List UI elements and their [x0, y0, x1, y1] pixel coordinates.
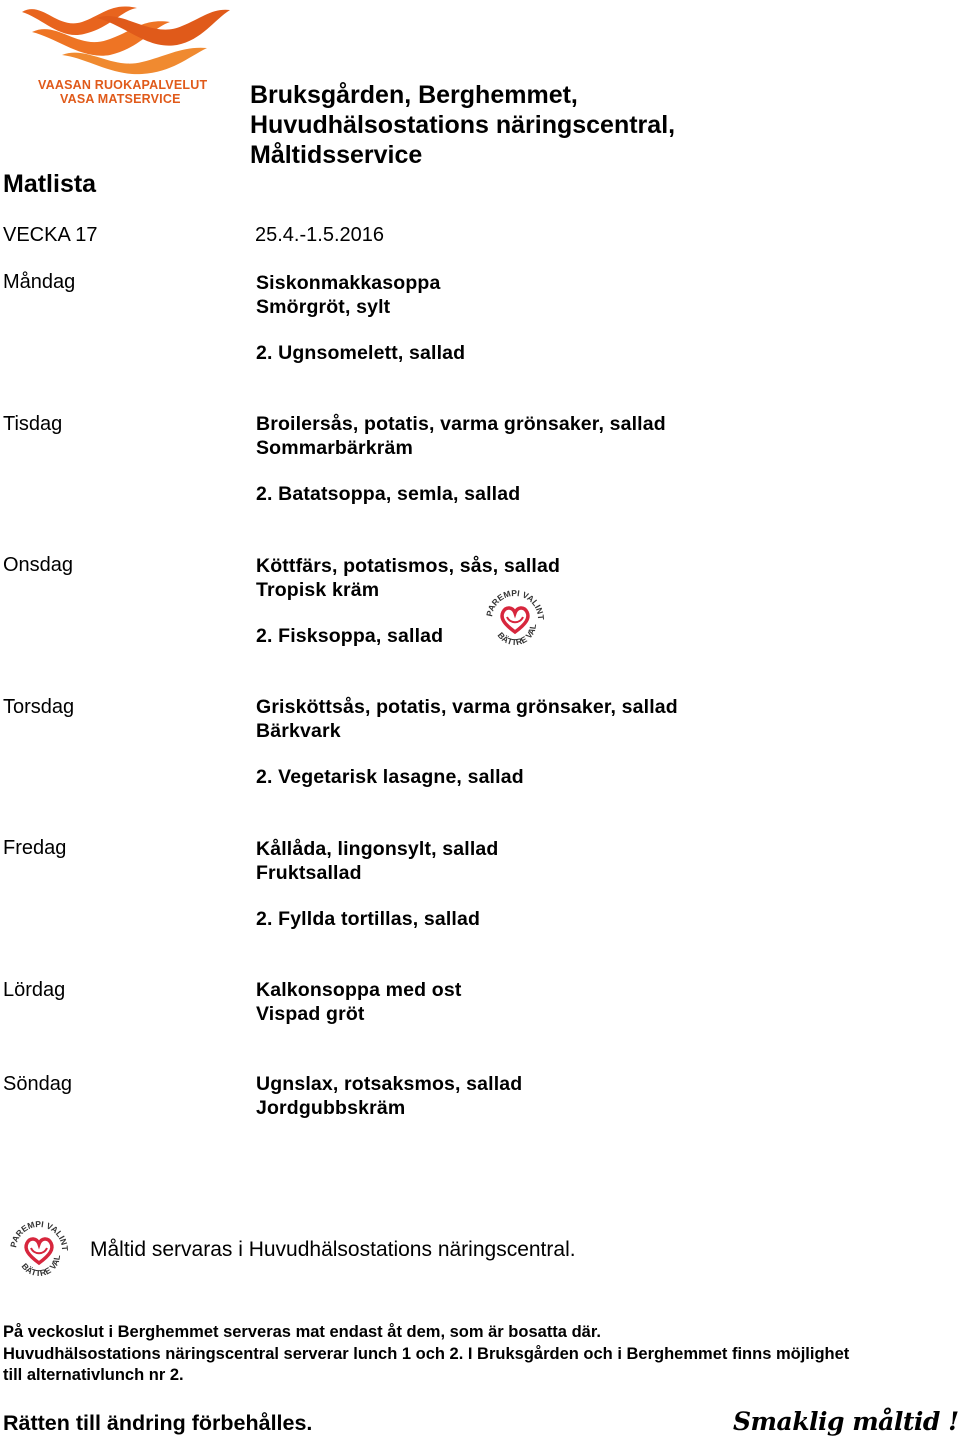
day-label-thursday: Torsdag	[3, 696, 75, 718]
meal-item: Vispad gröt	[256, 1003, 365, 1025]
svg-text:PAREMPI VALINTA: PAREMPI VALINT	[8, 1218, 71, 1251]
day-meals-friday	[256, 837, 498, 885]
logo-text-line1: VAASAN RUOKAPALVELUT	[38, 78, 208, 92]
day-meals-sunday	[256, 1072, 522, 1120]
day-meals-tuesday	[256, 412, 666, 460]
svg-text:PAREMPI VALINTA: PAREMPI VALINT	[484, 587, 547, 620]
locations-heading-line: Bruksgården, Berghemmet,	[250, 81, 578, 109]
day-label-saturday: Lördag	[3, 979, 66, 1001]
locations-heading	[250, 80, 770, 170]
day-label-monday: Måndag	[3, 271, 76, 293]
meal-item: Jordgubbskräm	[256, 1097, 406, 1119]
vaasan-ruokapalvelut-logo	[2, 0, 232, 110]
day-meals-monday	[256, 271, 440, 319]
locations-heading-line: Huvudhälsostations näringscentral,	[250, 111, 676, 139]
heart-badge-icon	[482, 586, 548, 652]
svg-text:BÄTTRE VAL: BÄTTRE VAL	[19, 1254, 63, 1279]
week-label: VECKA 17	[3, 224, 98, 246]
day-label-friday: Fredag	[3, 837, 67, 859]
day-label-tuesday: Tisdag	[3, 413, 63, 435]
meal-item: Köttfärs, potatismos, sås, sallad	[256, 555, 561, 577]
day-label-wednesday: Onsdag	[3, 554, 74, 576]
alt-lunch-friday: 2. Fyllda tortillas, sallad	[256, 908, 481, 930]
day-label-sunday: Söndag	[3, 1073, 72, 1095]
meal-item: Sommarbärkräm	[256, 437, 413, 459]
note-line: På veckoslut i Berghemmet serveras mat endast åt dem, som är bosatta där.	[3, 1323, 601, 1341]
meal-item: Grisköttsås, potatis, varma grönsaker, sallad	[256, 696, 678, 718]
alt-lunch-thursday: 2. Vegetarisk lasagne, sallad	[256, 766, 524, 788]
page-title: Matlista	[3, 170, 97, 198]
meal-item: Kållåda, lingonsylt, sallad	[256, 838, 499, 860]
logo-text-line2: VASA MATSERVICE	[60, 92, 181, 106]
meal-item: Kalkonsoppa med ost	[256, 979, 462, 1001]
locations-heading-line: Måltidsservice	[250, 141, 423, 169]
disclaimer: Rätten till ändring förbehålles.	[3, 1411, 313, 1435]
svg-text:BÄTTRE VAL: BÄTTRE VAL	[495, 623, 539, 648]
meal-item: Smörgröt, sylt	[256, 296, 391, 318]
note-line: till alternativlunch nr 2.	[3, 1366, 184, 1384]
meal-item: Broilersås, potatis, varma grönsaker, sallad	[256, 413, 666, 435]
flame-waves-icon	[2, 0, 232, 80]
meal-item: Ugnslax, rotsaksmos, sallad	[256, 1073, 523, 1095]
meal-item: Fruktsallad	[256, 862, 362, 884]
date-range: 25.4.-1.5.2016	[255, 224, 384, 246]
meal-item: Siskonmakkasoppa	[256, 272, 441, 294]
served-note: Måltid servaras i Huvudhälsostations näringscentral.	[90, 1238, 576, 1261]
closing-greeting: Smaklig måltid !	[733, 1407, 959, 1436]
weekend-notes	[3, 1322, 958, 1387]
note-line: Huvudhälsostations näringscentral serverar lunch 1 och 2. I Bruksgården och i Berghemmet finns möjlighet	[3, 1344, 850, 1363]
day-meals-saturday	[256, 978, 461, 1026]
meal-item: Tropisk kräm	[256, 579, 380, 601]
meal-item: Bärkvark	[256, 720, 341, 742]
heart-badge-icon	[6, 1217, 72, 1283]
alt-lunch-wednesday: 2. Fisksoppa, sallad	[256, 625, 444, 647]
alt-lunch-tuesday: 2. Batatsoppa, semla, sallad	[256, 483, 521, 505]
alt-lunch-monday: 2. Ugnsomelett, sallad	[256, 342, 466, 364]
day-meals-thursday	[256, 695, 678, 743]
